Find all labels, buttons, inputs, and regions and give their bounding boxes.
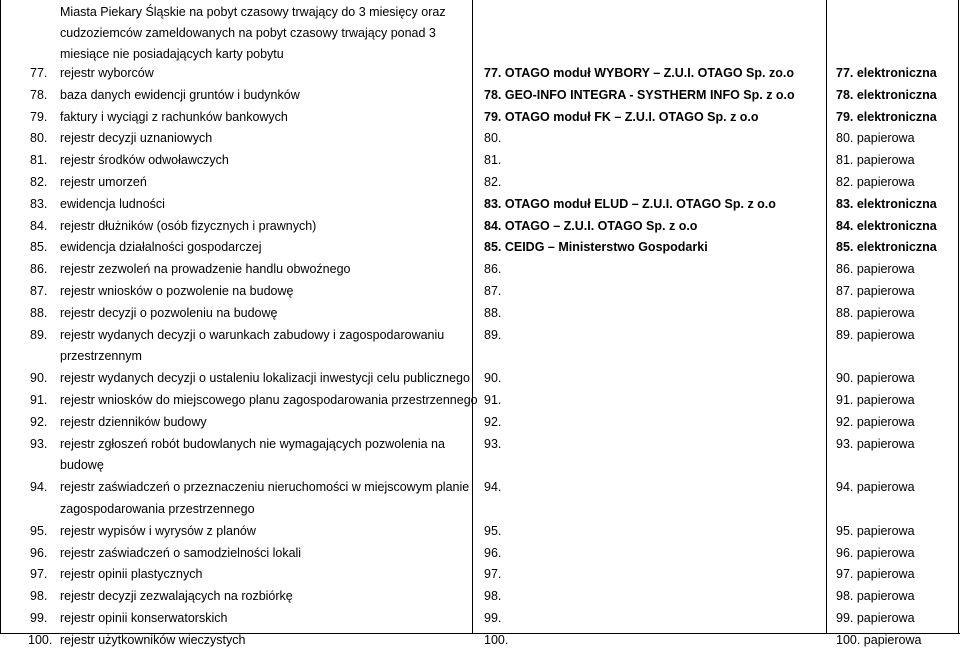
system-name: 92. [484, 414, 502, 429]
record-form: 77. elektroniczna [836, 66, 937, 80]
system-name: 78. GEO-INFO INTEGRA - SYSTHERM INFO Sp. z o.o [484, 87, 795, 102]
header-line: Miasta Piekary Śląskie na pobyt czasowy trwający do 3 miesięcy oraz [60, 5, 446, 19]
row-number: 91. [30, 393, 48, 407]
system-name: 100. [484, 632, 509, 647]
register-name: rejestr wydanych decyzji o warunkach zabudowy i zagospodarowaniu [60, 327, 445, 342]
record-form: 88. papierowa [836, 305, 915, 320]
system-name: 77. OTAGO moduł WYBORY – Z.U.I. OTAGO Sp. zo.o [484, 66, 794, 80]
system-name: 91. [484, 393, 502, 407]
register-name: rejestr wydanych decyzji o ustaleniu lokalizacji inwestycji celu publicznego [60, 371, 470, 386]
system-name: 87. [484, 284, 502, 298]
row-number: 92. [30, 414, 48, 429]
register-name: przestrzennym [60, 349, 142, 364]
register-name: budowę [60, 458, 104, 473]
system-name: 93. [484, 436, 502, 451]
register-name: zagospodarowania przestrzennego [60, 502, 255, 516]
row-number: 82. [30, 175, 48, 189]
row-number: 87. [30, 284, 48, 298]
register-name: rejestr zaświadczeń o samodzielności lokali [60, 545, 302, 560]
system-name: 88. [484, 305, 502, 320]
register-name: rejestr zezwoleń na prowadzenie handlu obwoźnego [60, 262, 351, 277]
register-name: rejestr dzienników budowy [60, 414, 207, 429]
left-border [0, 0, 1, 634]
record-form: 95. papierowa [836, 523, 915, 538]
system-name: 80. [484, 131, 502, 146]
record-form: 93. papierowa [836, 436, 915, 451]
register-name: rejestr zaświadczeń o przeznaczeniu nieruchomości w miejscowym planie [60, 480, 470, 495]
system-name: 89. [484, 327, 502, 342]
system-name: 81. [484, 153, 502, 168]
register-name: rejestr wniosków do miejscowego planu zagospodarowania przestrzennego [60, 393, 478, 407]
register-name: rejestr decyzji uznaniowych [60, 131, 213, 146]
record-form: 96. papierowa [836, 545, 915, 560]
row-number: 81. [30, 153, 48, 168]
system-name: 99. [484, 611, 502, 625]
row-number: 100. [28, 632, 53, 647]
record-form: 89. papierowa [836, 327, 915, 342]
register-name: rejestr środków odwoławczych [60, 153, 229, 168]
register-name: rejestr dłużników (osób fizycznych i prawnych) [60, 218, 317, 233]
register-name: rejestr wyborców [60, 66, 154, 80]
register-name: rejestr opinii konserwatorskich [60, 611, 228, 625]
system-name: 85. CEIDG – Ministerstwo Gospodarki [484, 240, 708, 255]
system-name: 83. OTAGO moduł ELUD – Z.U.I. OTAGO Sp. z o.o [484, 196, 776, 211]
row-number: 99. [30, 611, 48, 625]
record-form: 87. papierowa [836, 284, 915, 298]
record-form: 92. papierowa [836, 414, 915, 429]
system-name: 84. OTAGO – Z.U.I. OTAGO Sp. z o.o [484, 218, 698, 233]
register-name: rejestr umorzeń [60, 175, 147, 189]
row-number: 93. [30, 436, 48, 451]
register-name: rejestr opinii plastycznych [60, 567, 203, 582]
register-name: faktury i wyciągi z rachunków bankowych [60, 109, 288, 124]
row-number: 89. [30, 327, 48, 342]
header-text [60, 2, 470, 65]
row-number: 83. [30, 196, 48, 211]
header-line: cudzoziemców zameldowanych na pobyt czasowy trwający ponad 3 [60, 26, 436, 40]
record-form: 99. papierowa [836, 611, 915, 625]
system-name: 97. [484, 567, 502, 582]
record-form: 80. papierowa [836, 131, 915, 146]
register-name: rejestr użytkowników wieczystych [60, 632, 246, 647]
register-name: rejestr decyzji o pozwoleniu na budowę [60, 305, 278, 320]
record-form: 85. elektroniczna [836, 240, 937, 255]
record-form: 84. elektroniczna [836, 218, 937, 233]
record-form: 98. papierowa [836, 589, 915, 604]
record-form: 90. papierowa [836, 371, 915, 386]
system-name: 82. [484, 175, 502, 189]
name-column-border [472, 0, 473, 634]
record-form: 100. papierowa [836, 632, 922, 647]
system-name: 79. OTAGO moduł FK – Z.U.I. OTAGO Sp. z o.o [484, 109, 759, 124]
row-number: 79. [30, 109, 48, 124]
row-number: 80. [30, 131, 48, 146]
system-name: 90. [484, 371, 502, 386]
row-number: 96. [30, 545, 48, 560]
record-form: 83. elektroniczna [836, 196, 937, 211]
row-number: 88. [30, 305, 48, 320]
system-name: 94. [484, 480, 502, 495]
row-number: 84. [30, 218, 48, 233]
register-name: ewidencja działalności gospodarczej [60, 240, 262, 255]
record-form: 86. papierowa [836, 262, 915, 277]
record-form: 78. elektroniczna [836, 87, 937, 102]
row-number: 98. [30, 589, 48, 604]
row-number: 94. [30, 480, 48, 495]
row-number: 95. [30, 523, 48, 538]
form-column-border [826, 0, 827, 634]
row-number: 90. [30, 371, 48, 386]
header-line: miesiące nie posiadających karty pobytu [60, 47, 284, 61]
right-border [958, 0, 959, 634]
register-name: rejestr decyzji zezwalających na rozbiórkę [60, 589, 293, 604]
register-name: rejestr wniosków o pozwolenie na budowę [60, 284, 294, 298]
record-form: 82. papierowa [836, 175, 915, 189]
record-form: 94. papierowa [836, 480, 915, 495]
system-name: 95. [484, 523, 502, 538]
system-name: 86. [484, 262, 502, 277]
record-form: 97. papierowa [836, 567, 915, 582]
row-number: 97. [30, 567, 48, 582]
record-form: 81. papierowa [836, 153, 915, 168]
record-form: 79. elektroniczna [836, 109, 937, 124]
register-name: ewidencja ludności [60, 196, 165, 211]
register-name: rejestr zgłoszeń robót budowlanych nie wymagających pozwolenia na [60, 436, 445, 451]
record-form: 91. papierowa [836, 393, 915, 407]
system-name: 98. [484, 589, 502, 604]
row-number: 78. [30, 87, 48, 102]
register-name: rejestr wypisów i wyrysów z planów [60, 523, 256, 538]
row-number: 85. [30, 240, 48, 255]
row-number: 86. [30, 262, 48, 277]
row-number: 77. [30, 66, 48, 80]
system-name: 96. [484, 545, 502, 560]
register-name: baza danych ewidencji gruntów i budynków [60, 87, 300, 102]
